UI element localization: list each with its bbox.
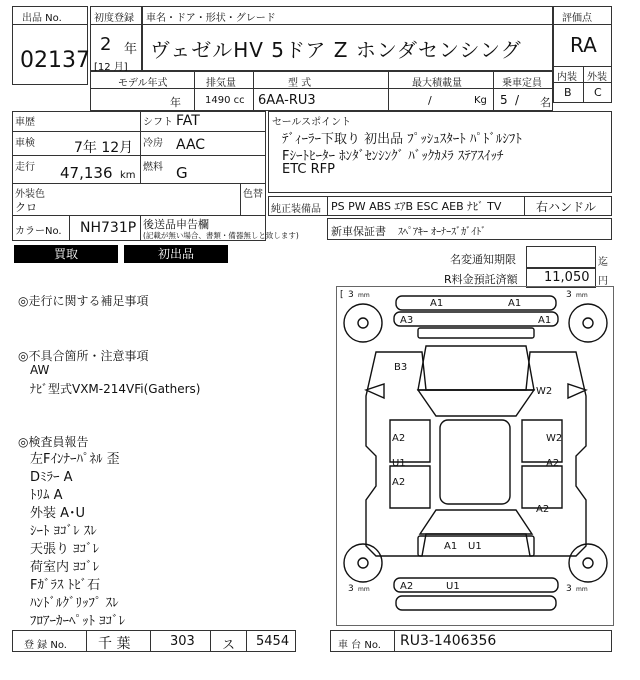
mark-a2-right2: A2 bbox=[536, 504, 550, 515]
color-change-label: 色替 bbox=[243, 189, 263, 200]
exterior-grade: C bbox=[594, 86, 602, 99]
inspector-line-5: ｼｰﾄ ﾖｺﾞﾚ ｽﾚ bbox=[30, 524, 97, 539]
reg-number: 5454 bbox=[256, 634, 290, 649]
capacity-label: 乗車定員 bbox=[502, 78, 542, 89]
inspection: 7年 12月 bbox=[74, 140, 134, 156]
tire-fl-depth: 3 bbox=[348, 290, 354, 300]
lot-no: 02137 bbox=[20, 48, 90, 73]
tire-rr-unit: mm bbox=[576, 586, 588, 593]
max-load-slash: / bbox=[428, 94, 432, 107]
chassis-no: RU3-1406356 bbox=[400, 633, 497, 649]
inspector-line-2: Dﾐﾗｰ A bbox=[30, 470, 73, 485]
max-load-unit: Kg bbox=[474, 95, 487, 106]
diagram-frame bbox=[336, 286, 614, 626]
inspector-line-8: Fｶﾞﾗｽ ﾄﾋﾞ石 bbox=[30, 578, 101, 593]
tire-fl-unit: mm bbox=[358, 292, 370, 299]
mark-a1-rear: A1 bbox=[444, 541, 458, 552]
reg-label: 登 録 No. bbox=[24, 640, 67, 651]
model-year-unit: 年 bbox=[170, 96, 181, 109]
capacity-sep: / bbox=[515, 93, 520, 107]
displacement: 1490 cc bbox=[205, 95, 245, 106]
steering: 右ハンドル bbox=[536, 200, 597, 214]
max-load-label: 最大積載量 bbox=[412, 78, 462, 89]
warranty-items: ｽﾍﾟｱｷｰ ｵｰﾅｰｽﾞｶﾞｲﾄﾞ bbox=[398, 227, 487, 238]
mark-a1-fr: A1 bbox=[508, 298, 522, 309]
warranty-label: 新車保証書 bbox=[331, 225, 386, 238]
chassis-label: 車 台 No. bbox=[338, 640, 381, 651]
sales-points-label: セールスポイント bbox=[272, 117, 352, 128]
tire-rl-unit: mm bbox=[358, 586, 370, 593]
defect-title: ◎不具合箇所・注意事項 bbox=[18, 349, 149, 363]
tire-fr-depth: 3 bbox=[566, 290, 572, 300]
model-year-label: モデル年式 bbox=[118, 78, 168, 89]
mark-a2-rear: A2 bbox=[400, 581, 414, 592]
model-type: 6AA-RU3 bbox=[258, 93, 316, 108]
fuel: G bbox=[176, 164, 188, 182]
inspector-line-1: 左Fｲﾝﾅｰﾊﾟﾈﾙ 歪 bbox=[30, 452, 120, 467]
inspector-line-4: 外装 A･U bbox=[30, 506, 86, 521]
shift: FAT bbox=[176, 113, 200, 129]
reg-area: 千 葉 bbox=[98, 636, 131, 652]
inspection-label: 車検 bbox=[15, 138, 35, 149]
buy-button[interactable]: 買取 bbox=[14, 245, 118, 263]
recycle-value: 11,050 bbox=[544, 270, 590, 285]
driving-notes-title: ◎走行に関する補足事項 bbox=[18, 294, 149, 308]
tire-fr-unit: mm bbox=[576, 292, 588, 299]
notice-label: 名変通知期限 bbox=[450, 253, 516, 266]
notice-field bbox=[526, 246, 596, 268]
recycle-unit: 円 bbox=[598, 276, 608, 287]
car-name: ヴェゼルHV 5ドア Z ホンダセンシング bbox=[150, 38, 522, 62]
inspector-line-7: 荷室内 ﾖｺﾞﾚ bbox=[30, 560, 100, 575]
mark-w2-right: W2 bbox=[546, 433, 563, 444]
mark-w2: W2 bbox=[536, 386, 553, 397]
ext-color: クロ bbox=[15, 201, 37, 214]
reg-class: 303 bbox=[170, 634, 195, 649]
tire-rl-depth: 3 bbox=[348, 584, 354, 594]
tire-fl-label: [ bbox=[340, 290, 344, 300]
first-reg-month: [12 月] bbox=[94, 62, 128, 73]
lot-no-label: 出品 No. bbox=[22, 13, 62, 24]
mileage-label: 走行 bbox=[15, 162, 35, 173]
mileage: 47,136 bbox=[60, 164, 113, 182]
equipment-items: PS PW ABS ｴｱB ESC AEB ﾅﾋﾞ TV bbox=[331, 200, 502, 213]
reg-kana: ス bbox=[222, 638, 236, 653]
fuel-label: 燃料 bbox=[143, 162, 163, 173]
interior-label: 内装 bbox=[557, 72, 577, 83]
inspector-line-3: ﾄﾘﾑ A bbox=[30, 488, 63, 503]
first-reg-year-unit: 年 bbox=[124, 42, 138, 57]
mileage-unit: km bbox=[120, 170, 136, 181]
mark-u1-left: U1 bbox=[392, 458, 406, 469]
retrofit-note: (記載が無い場合、書類・備器無しと致します) bbox=[143, 231, 299, 240]
inspector-line-10: ﾌﾛｱｰｶｰﾍﾟｯﾄ ﾖｺﾞﾚ bbox=[30, 614, 126, 629]
defect-line-1: AW bbox=[30, 363, 50, 377]
ac-label: 冷房 bbox=[143, 138, 163, 149]
capacity: 5 bbox=[500, 93, 508, 107]
mark-u1-rear: U1 bbox=[468, 541, 482, 552]
retrofit-label: 後送品申告欄 bbox=[143, 218, 209, 231]
inspector-title: ◎検査員報告 bbox=[18, 435, 89, 449]
mark-a1-bumper: A1 bbox=[538, 315, 552, 326]
car-name-label: 車名・ドア・形状・グレード bbox=[146, 13, 276, 24]
mark-u1-rear2: U1 bbox=[446, 581, 460, 592]
ext-color-label: 外装色 bbox=[15, 189, 45, 200]
mark-b3: B3 bbox=[394, 362, 408, 373]
color-no: NH731P bbox=[80, 220, 137, 236]
defect-line-2: ﾅﾋﾞ型式VXM-214VFi(Gathers) bbox=[30, 382, 201, 396]
first-reg-year: 2 bbox=[100, 34, 112, 55]
sales-line-1: ﾃﾞｨｰﾗｰ下取り 初出品 ﾌﾟｯｼｭｽﾀｰﾄ ﾊﾟﾄﾞﾙｼﾌﾄ bbox=[282, 132, 522, 147]
history-label: 車歴 bbox=[15, 117, 35, 128]
equipment-label: 純正装備品 bbox=[271, 204, 321, 215]
overall-grade: RA bbox=[570, 33, 597, 57]
grade-label: 評価点 bbox=[562, 13, 592, 24]
first-listing-button[interactable]: 初出品 bbox=[124, 245, 228, 263]
ac: AAC bbox=[176, 137, 206, 153]
notice-unit: 迄 bbox=[598, 257, 608, 268]
displacement-label: 排気量 bbox=[206, 78, 236, 89]
mark-a2-left2: A2 bbox=[392, 477, 406, 488]
interior-grade: B bbox=[564, 86, 572, 99]
exterior-label: 外装 bbox=[587, 72, 607, 83]
first-reg-label: 初度登録 bbox=[94, 13, 134, 24]
capacity-unit: 名 bbox=[540, 96, 551, 109]
sales-line-2: Fｼｰﾄﾋｰﾀｰ ﾎﾝﾀﾞｾﾝｼﾝｸﾞ ﾊﾞｯｸｶﾒﾗ ｽﾃｱｽｲｯﾁ bbox=[282, 149, 504, 164]
recycle-label: R料金預託済額 bbox=[444, 273, 518, 286]
tire-rr-depth: 3 bbox=[566, 584, 572, 594]
inspector-line-9: ﾊﾝﾄﾞﾙｸﾞﾘｯﾌﾟ ｽﾚ bbox=[30, 596, 119, 611]
shift-label: シフト bbox=[143, 117, 173, 128]
sales-line-3: ETC RFP bbox=[282, 162, 335, 177]
color-no-label: カラーNo. bbox=[15, 226, 62, 237]
mark-a2-left: A2 bbox=[392, 433, 406, 444]
mark-a1-fl: A1 bbox=[430, 298, 444, 309]
type-label: 型 式 bbox=[288, 78, 312, 89]
inspector-line-6: 天張り ﾖｺﾞﾚ bbox=[30, 542, 100, 557]
mark-a2-right: A2 bbox=[546, 458, 560, 469]
mark-a3: A3 bbox=[400, 315, 414, 326]
